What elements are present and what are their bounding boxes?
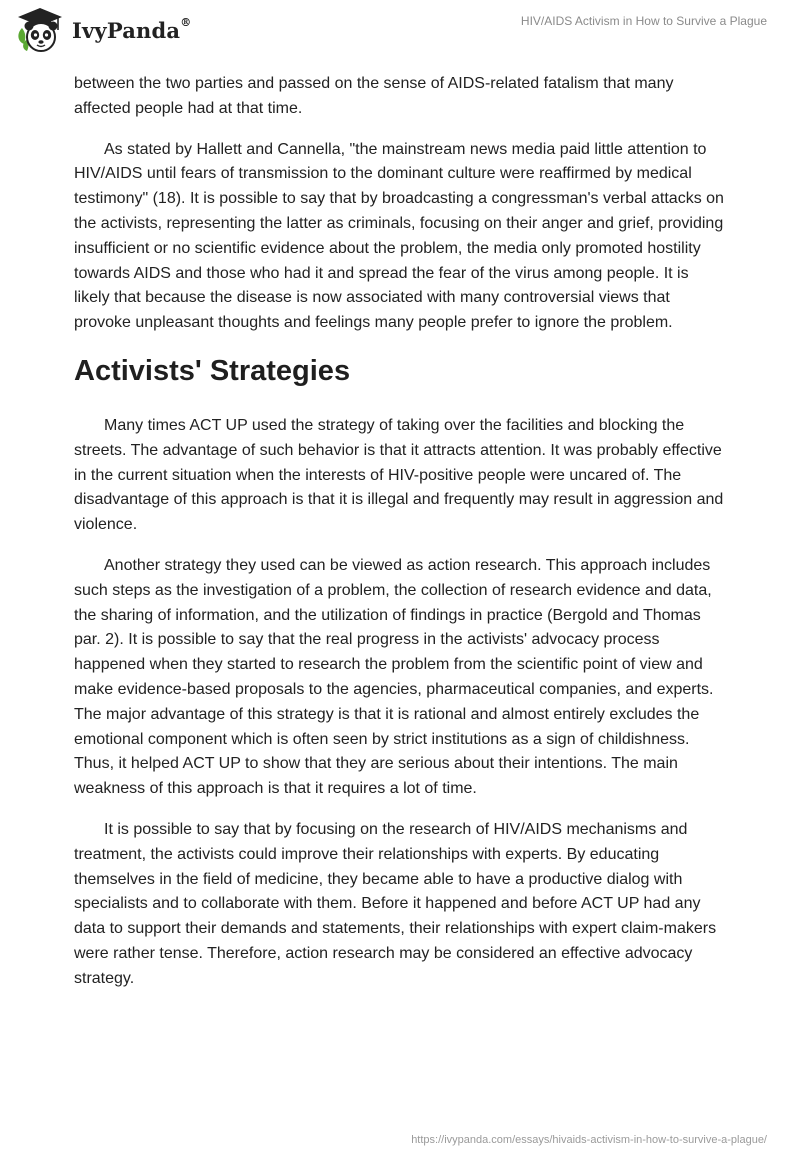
document-title: HIV/AIDS Activism in How to Survive a Plague <box>520 14 767 28</box>
paragraph: Another strategy they used can be viewed as action research. This approach includes such steps as the investigation of a problem, the collection of research evidence and data, the sharing of information, and the utilization of findings in practice (Bergold and Thomas par. 2). It is possible to say that the real progress in the activists' advocacy process happened when they started to research the problem from the scientific point of view and make evidence-based proposals to the agencies, pharmaceutical companies, and experts. The major advantage of this strategy is that it is rational and almost entirely excludes the emotional component which is often seen by strict institutions as a sign of childishness. Thus, it helped ACT UP to show that they are serious about their intentions. The main weakness of this approach is that it requires a lot of time. <box>74 556 714 798</box>
source-url-link[interactable]: https://ivypanda.com/essays/hivaids-activism-in-how-to-survive-a-plague/ <box>411 1134 767 1146</box>
page-header <box>0 0 800 64</box>
brand-name: IvyPanda® <box>72 15 192 43</box>
panda-graduate-icon <box>14 6 66 54</box>
paragraph: Many times ACT UP used the strategy of taking over the facilities and blocking the streets. The advantage of such behavior is that it attracts attention. It was probably effective in the current situation when the interests of HIV-positive people were uncared of. The disadvantage of this approach is that it is illegal and frequently may result in aggression and violence. <box>74 416 724 534</box>
paragraph: As stated by Hallett and Cannella, "the mainstream news media paid little attention to HIV/AIDS until fears of transmission to the dominant culture were reaffirmed by medical testimony" (18). It is possible to say that by broadcasting a congressman's verbal attacks on the activists, representing the latter as criminals, focusing on their anger and grief, providing insufficient or no scientific evidence about the problem, the media only promoted hostility towards AIDS and those who had it and spread the fear of the virus among people. It is likely that because the disease is now associated with many controversial views that provoke unpleasant thoughts and feelings many people prefer to ignore the problem. <box>74 140 724 332</box>
essay-content <box>74 72 726 1008</box>
paragraph: between the two parties and passed on the sense of AIDS-related fatalism that many affected people had at that time. <box>74 75 674 117</box>
ivypanda-logo[interactable] <box>14 6 191 54</box>
paragraph: It is possible to say that by focusing on the research of HIV/AIDS mechanisms and treatment, the activists could improve their relationships with experts. By educating themselves in the field of medicine, they became able to have a productive dialog with specialists and to collaborate with them. Before it happened and before ACT UP had any data to support their demands and statements, their relationships with expert claim-makers were rather tense. Therefore, action research may be considered an effective advocacy strategy. <box>74 820 717 987</box>
section-heading: Activists' Strategies <box>74 354 351 387</box>
